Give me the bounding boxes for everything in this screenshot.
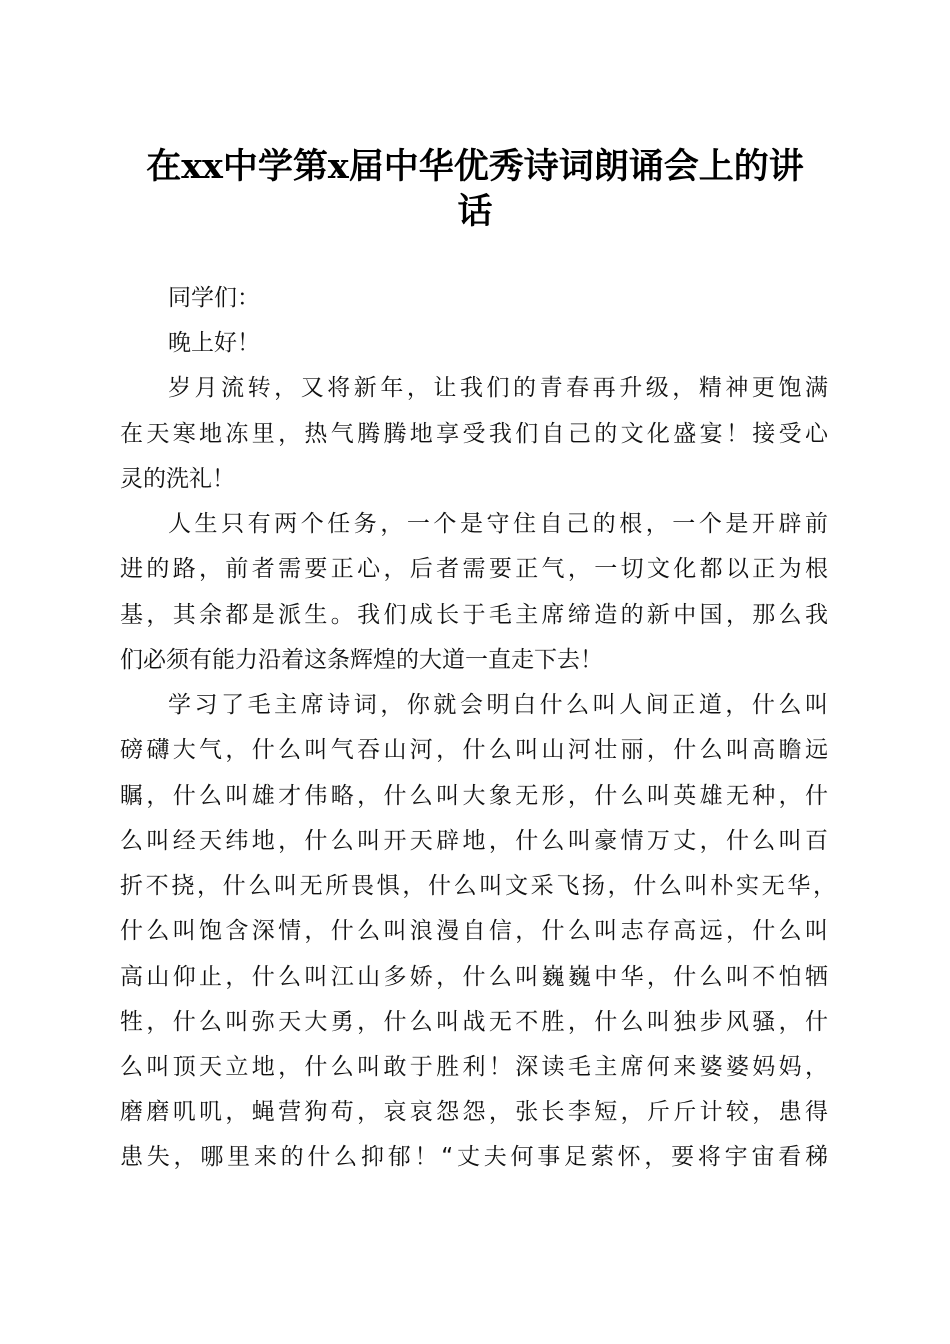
text-line: 高山仰止，什么叫江山多娇，什么叫巍巍中华，什么叫不怕牺 — [120, 964, 828, 990]
text-line: 人生只有两个任务，一个是守住自己的根，一个是开辟前 — [168, 511, 828, 537]
text-line: 同学们： — [168, 285, 260, 311]
text-line: 什么叫饱含深情，什么叫浪漫自信，什么叫志存高远，什么叫 — [120, 918, 828, 944]
text-line: 进的路，前者需要正心，后者需要正气，一切文化都以正为根 — [120, 556, 828, 582]
text-line: 瞩，什么叫雄才伟略，什么叫大象无形，什么叫英雄无种，什 — [120, 783, 828, 809]
text-line: 患失，哪里来的什么抑郁！“丈夫何事足萦怀，要将宇宙看稊 — [120, 1144, 828, 1170]
text-line: 折不挠，什么叫无所畏惧，什么叫文采飞扬，什么叫朴实无华， — [120, 873, 836, 899]
text-line: 么叫顶天立地，什么叫敢于胜利！深读毛主席何来婆婆妈妈， — [120, 1054, 828, 1080]
text-line: 么叫经天纬地，什么叫开天辟地，什么叫豪情万丈，什么叫百 — [120, 828, 828, 854]
document-title-line-2: 话 — [457, 191, 493, 232]
text-line: 灵的洗礼！ — [120, 466, 235, 492]
text-line: 在天寒地冻里，热气腾腾地享受我们自己的文化盛宴！接受心 — [120, 421, 828, 447]
text-line: 磨磨叽叽，蝇营狗苟，哀哀怨怨，张长李短，斤斤计较，患得 — [120, 1099, 828, 1125]
text-line: 基，其余都是派生。我们成长于毛主席缔造的新中国，那么我 — [120, 602, 828, 628]
text-line: 磅礴大气，什么叫气吞山河，什么叫山河壮丽，什么叫高瞻远 — [120, 737, 828, 763]
text-line: 牲，什么叫弥天大勇，什么叫战无不胜，什么叫独步风骚，什 — [120, 1009, 828, 1035]
text-line: 岁月流转，又将新年，让我们的青春再升级，精神更饱满 — [168, 375, 828, 401]
text-line: 学习了毛主席诗词，你就会明白什么叫人间正道，什么叫 — [168, 692, 828, 718]
text-line: 们必须有能力沿着这条辉煌的大道一直走下去！ — [120, 647, 603, 673]
text-line: 晚上好！ — [168, 330, 260, 356]
document-title-line-1: 在xx中学第x届中华优秀诗词朗诵会上的讲 — [146, 146, 804, 187]
